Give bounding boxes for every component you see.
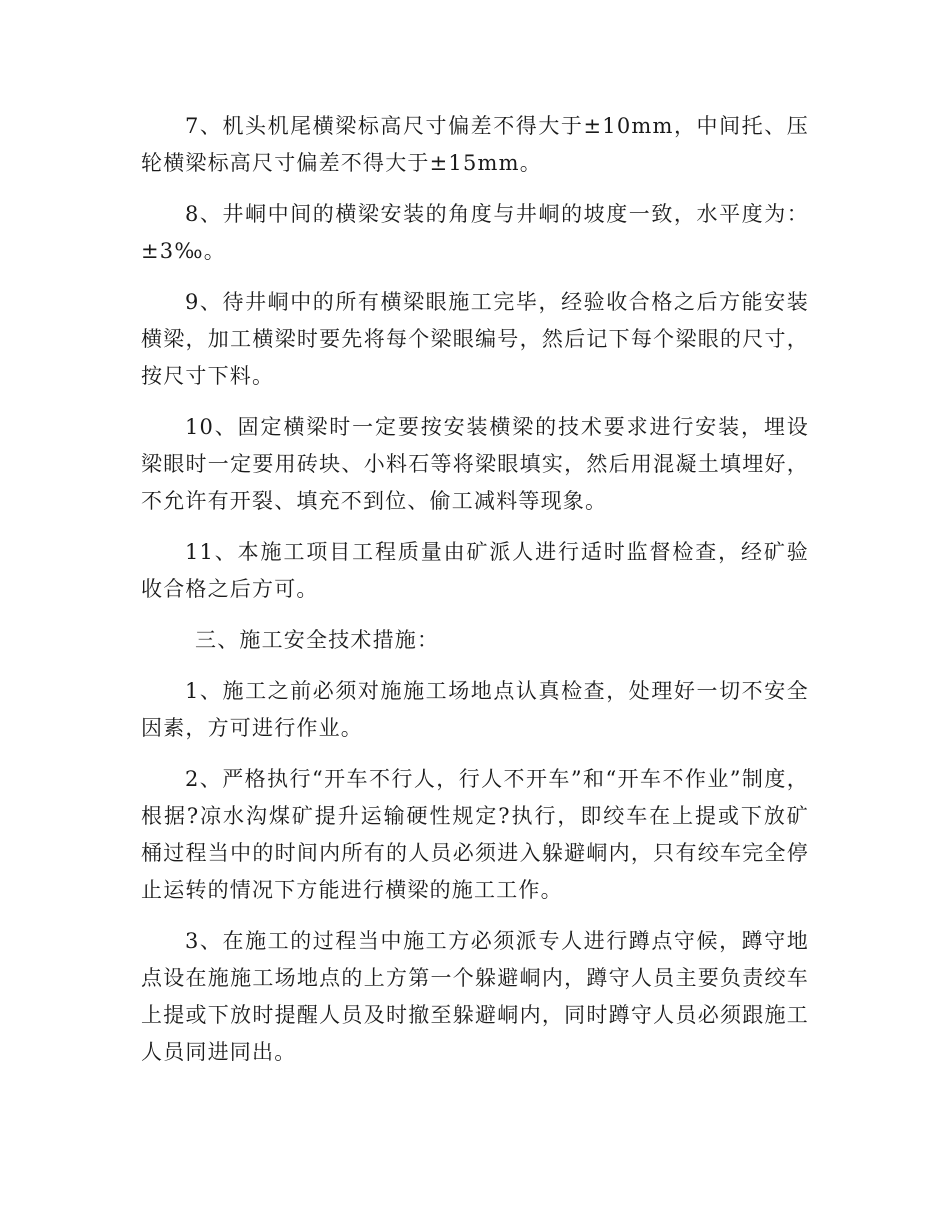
document-body xyxy=(141,108,809,1085)
safety-paragraph-1: 1、施工之前必须对施施工场地点认真检查，处理好一切不安全因素，方可进行作业。 xyxy=(141,679,809,740)
paragraph-7: 7、机头机尾横梁标高尺寸偏差不得大于±10mm，中间托、压轮横梁标高尺寸偏差不得大于±15mm。 xyxy=(141,114,809,175)
paragraph-9: 9、待井峒中的所有横梁眼施工完毕，经验收合格之后方能安装横梁，加工横梁时要先将每个梁眼编号，然后记下每个梁眼的尺寸，按尺寸下料。 xyxy=(141,290,809,388)
safety-paragraph-2: 2、严格执行“开车不行人，行人不开车”和“开车不作业”制度，根据?凉水沟煤矿提升运输硬性规定?执行，即绞车在上提或下放矿桶过程当中的时间内所有的人员必须进入躲避峒内，只有绞车完全停止运转的情况下方能进行横梁的施工工作。 xyxy=(141,767,809,902)
safety-paragraph-3: 3、在施工的过程当中施工方必须派专人进行蹲点守候，蹲守地点设在施施工场地点的上方第一个躲避峒内，蹲守人员主要负责绞车上提或下放时提醒人员及时撤至躲避峒内，同时蹲守人员必须跟施工人员同进同出。 xyxy=(141,929,809,1064)
paragraph-11: 11、本施工项目工程质量由矿派人进行适时监督检查，经矿验收合格之后方可。 xyxy=(141,540,809,601)
section-heading: 三、施工安全技术措施： xyxy=(195,628,440,652)
paragraph-8: 8、井峒中间的横梁安装的角度与井峒的坡度一致，水平度为：±3‰。 xyxy=(141,202,809,263)
paragraph-10: 10、固定横梁时一定要按安装横梁的技术要求进行安装，埋设梁眼时一定要用砖块、小料石等将梁眼填实，然后用混凝土填埋好，不允许有开裂、填充不到位、偷工减料等现象。 xyxy=(141,415,809,513)
